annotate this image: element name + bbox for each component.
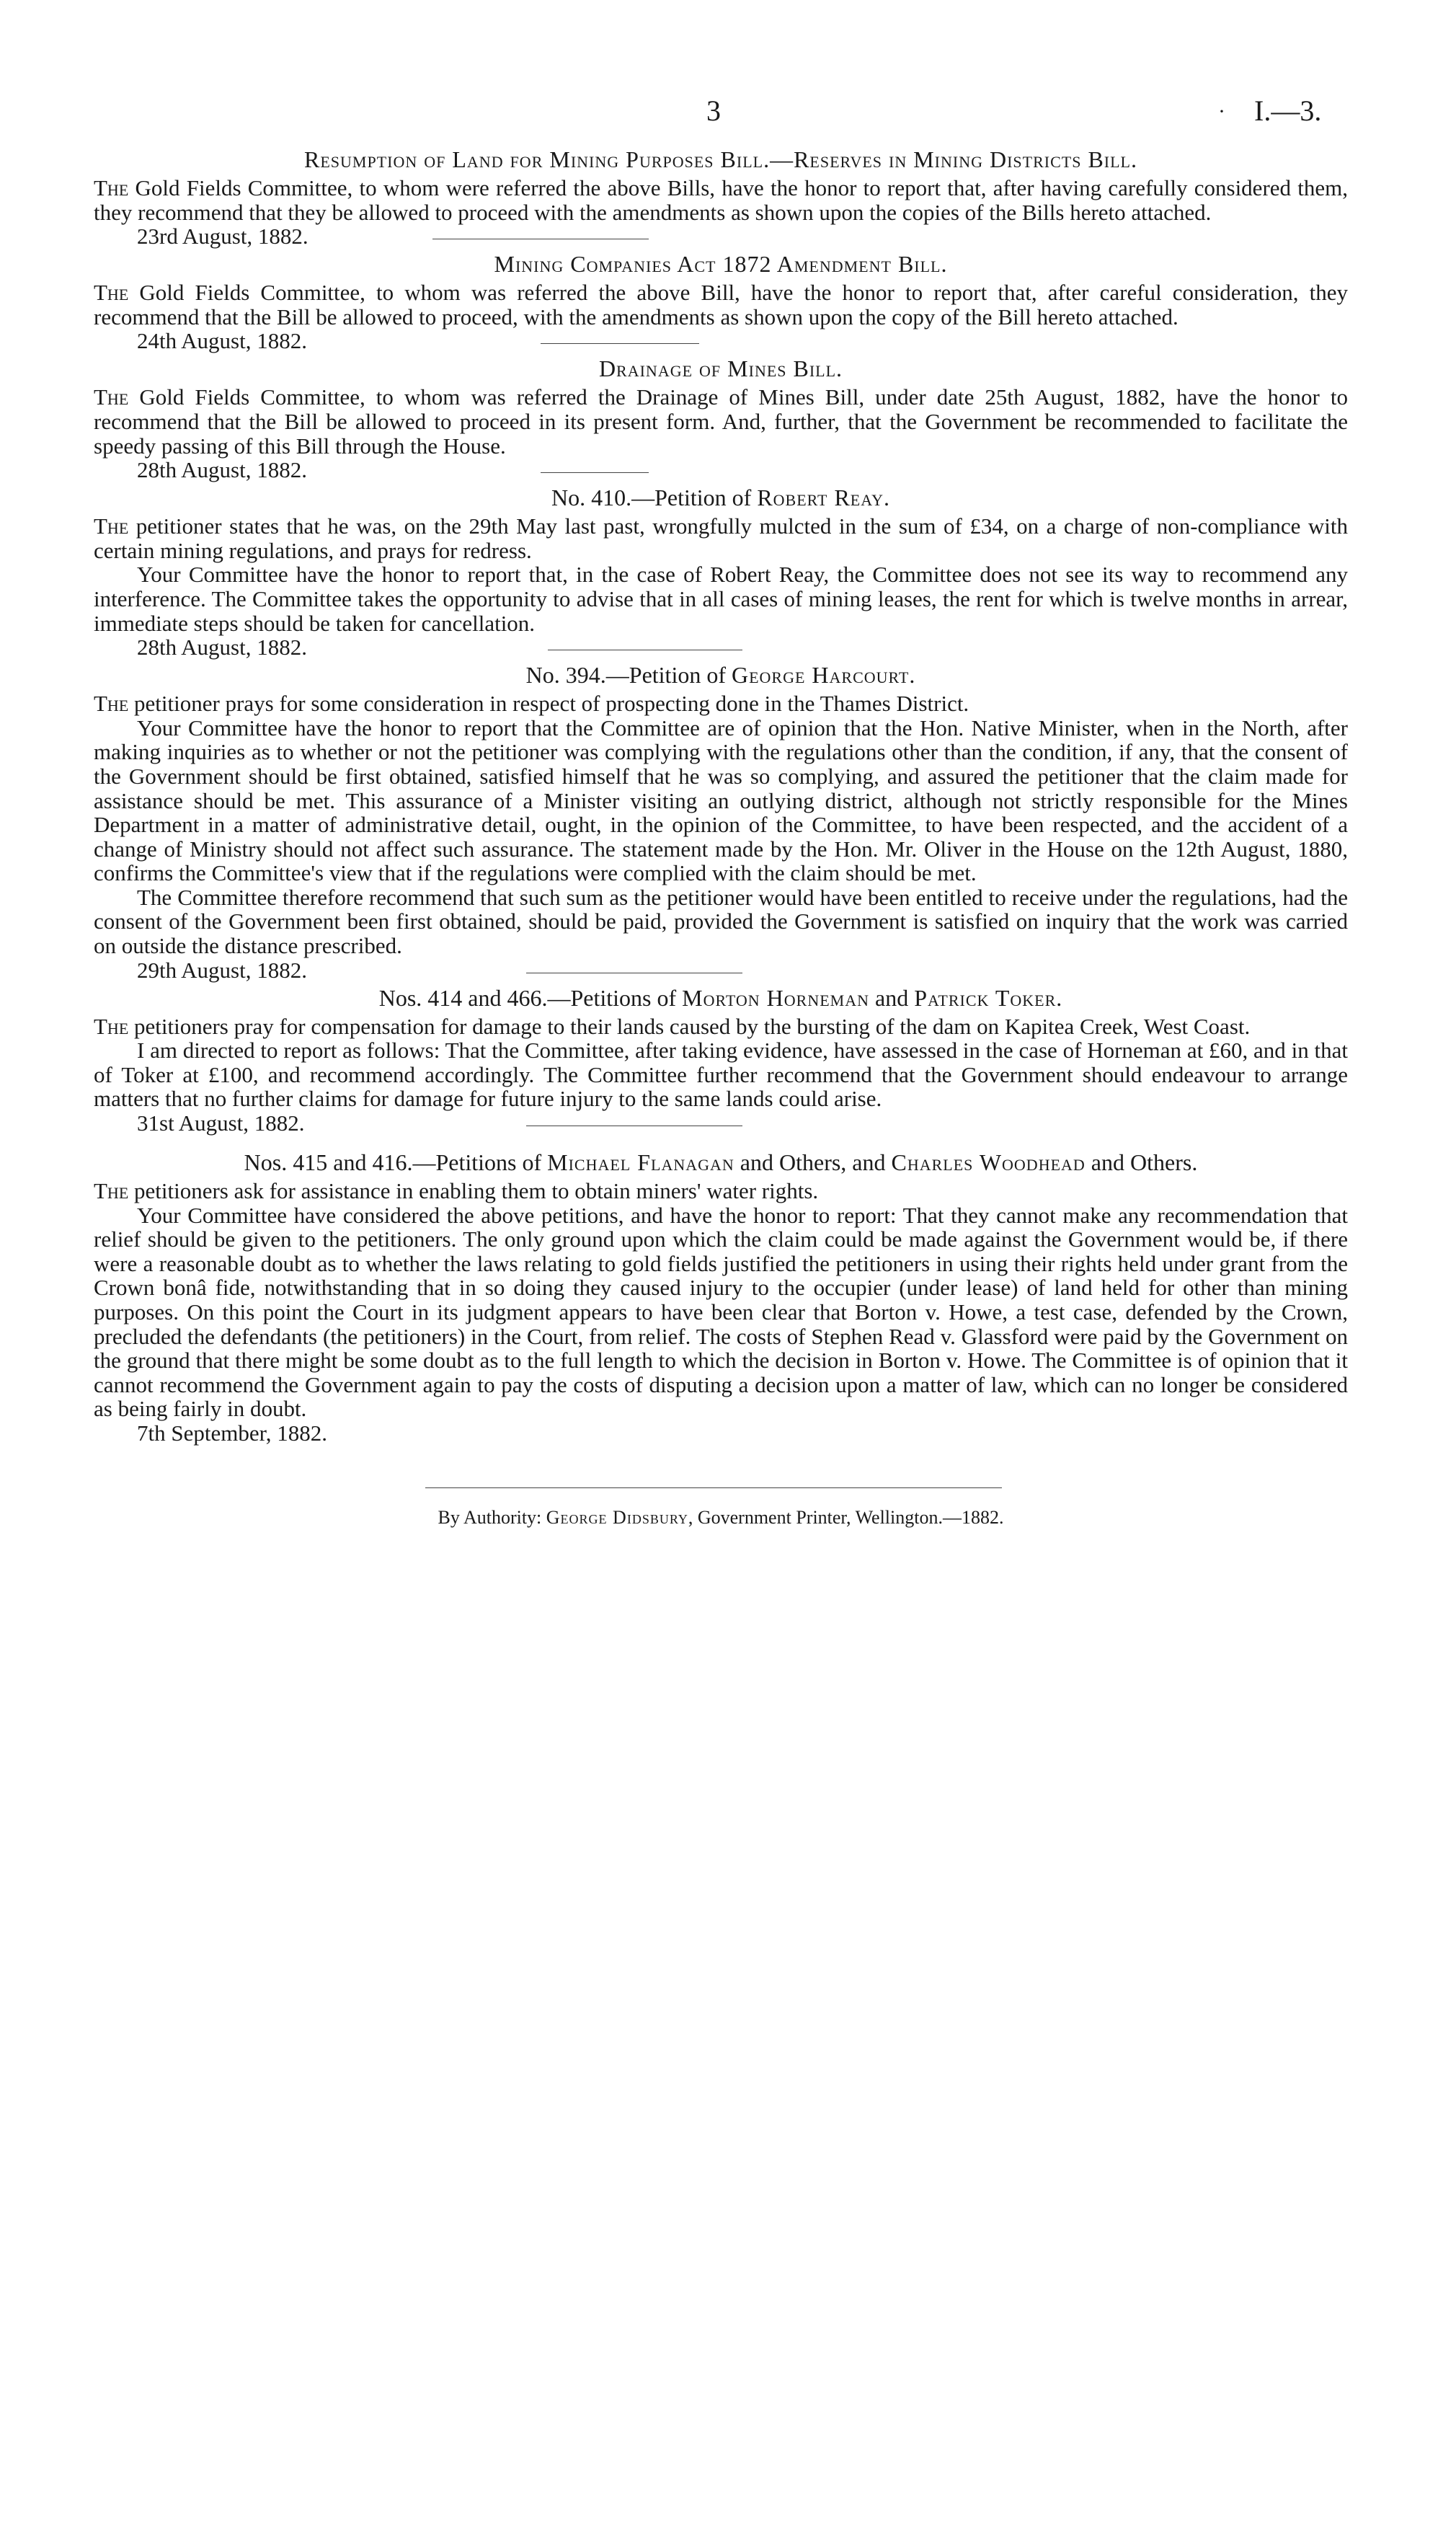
section-title — [94, 1149, 1348, 1176]
section-title — [94, 984, 1348, 1012]
section-date — [94, 458, 1348, 482]
section-date — [94, 1111, 1348, 1136]
paragraph-text: petitioner prays for some consideration in respect of prospecting done in the Thames District. — [134, 691, 969, 717]
section-divider — [541, 343, 699, 344]
footer-divider — [425, 1487, 1002, 1488]
title-prefix: No. 394.—Petition of — [525, 662, 732, 689]
paragraph-text: petitioners pray for compensation for damage to their lands caused by the bursting of the dam on Kapitea Creek, West Coast. — [134, 1013, 1251, 1039]
section-paragraph: I am directed to report as follows: That the Committee, after taking evidence, have assessed in the case of Horneman at £60, and in that of Toker at £100, and recommend accordingly. The Committee further recommend that the Government should endeavour to arrange matters that no further claims for damage for future injury to the same lands could arise. — [94, 1038, 1348, 1112]
title-connector: and — [869, 984, 915, 1011]
section-paragraph — [94, 385, 1348, 458]
section-title: Mining Companies Act 1872 Amendment Bill. — [494, 251, 948, 278]
paragraph-lead: The — [94, 280, 129, 306]
section-paragraph — [94, 1014, 1348, 1039]
petitioner-name: Patrick Toker. — [914, 984, 1063, 1011]
page-number: 3 — [706, 94, 721, 127]
section-paragraph — [94, 1179, 1348, 1203]
title-connector: and Others, and — [734, 1149, 892, 1176]
header-dot: · — [1218, 100, 1225, 123]
paper-reference: I.—3. — [1254, 94, 1322, 127]
section-paragraph: Your Committee have considered the above petitions, and have the honor to report: That they cannot make any recommendation that relief should be given to the petitioners. The only ground upon which the claim could be made against the Government would be, if there were a reasonable doubt as to whether the laws relating to gold fields justified the petitioners in using their rights held under grant from the Crown bonâ fide, notwithstanding that in so doing they caused injury to the occupier (under lease) of land held for other than mining purposes. On this point the Court in its judgment appears to have been clear that Borton v. Howe, a test case, defended by the Crown, precluded the defendants (the petitioners) in the Court, from relief. The costs of Stephen Read v. Glassford were paid by the Government on the ground that there might be some doubt as to the full length to which the decision in Borton v. Howe. The Committee is of opinion that it cannot recommend the Government again to pay the costs of disputing a decision upon a matter of law, which can no longer be considered as being fairly in doubt. — [94, 1202, 1348, 1422]
section-date — [94, 635, 1348, 660]
printer-imprint — [94, 1507, 1348, 1529]
section-title — [94, 484, 1348, 511]
title-prefix: Nos. 414 and 466.—Petitions of — [378, 984, 683, 1011]
section-date-text: 28th August, 1882. — [137, 457, 307, 483]
title-suffix: and Others. — [1085, 1149, 1198, 1176]
section-date-text: 24th August, 1882. — [137, 328, 307, 354]
paragraph-text: petitioner states that he was, on the 29th May last past, wrongfully mulcted in the sum of £34, on a charge of non-compliance with certain mining regulations, and prays for redress. — [94, 513, 1349, 563]
petitioner-name: George Harcourt. — [731, 662, 916, 689]
section-date-text: 29th August, 1882. — [137, 957, 307, 983]
section-date — [94, 1421, 1348, 1446]
section-date — [94, 329, 1348, 353]
petitioner-name: Charles Woodhead — [891, 1149, 1086, 1176]
section-date — [94, 224, 1348, 249]
document-page — [94, 94, 1348, 1529]
paragraph-lead: The — [94, 175, 129, 200]
paragraph-lead: The — [94, 1178, 129, 1204]
paragraph-text: petitioners ask for assistance in enabling them to obtain miners' water rights. — [134, 1178, 819, 1204]
paragraph-lead: The — [94, 1013, 129, 1039]
printer-name: George Didsbury — [546, 1506, 688, 1528]
paragraph-text: Gold Fields Committee, to whom was referred the above Bill, have the honor to report that, after careful consideration, they recommend that the Bill be allowed to proceed, with the amendments as shown upon the copy of the Bill hereto attached. — [94, 280, 1349, 330]
paragraph-text: Gold Fields Committee, to whom were referred the above Bills, have the honor to report that, after having carefully considered them, they recommend that they be allowed to proceed with the amendments as shown upon the copies of the Bills hereto attached. — [94, 175, 1348, 225]
report-section — [94, 484, 1348, 660]
imprint-prefix: By Authority: — [438, 1506, 546, 1528]
petitioner-name: Michael Flanagan — [547, 1149, 734, 1176]
report-section — [94, 661, 1348, 983]
report-section — [94, 1149, 1348, 1446]
section-title: Drainage of Mines Bill. — [598, 355, 843, 382]
paragraph-lead: The — [94, 691, 129, 717]
page-header — [94, 94, 1348, 144]
section-paragraph: Your Committee have the honor to report that the Committee are of opinion that the Hon. Native Minister, when in the North, after making inquiries as to whether or not the petitioner was complying with the regulations other than the condition, if any, that the consent of the Government should be first obtained, satisfied himself that he was so complying, and assured the petitioner that the claim made for assistance should be met. This assurance of a Minister visiting an outlying district, although not strictly responsible for the Mines Department in a matter of administrative detail, ought, in the opinion of the Committee, to have been respected, and the accident of a change of Ministry should not affect such assurance. The statement made by the Hon. Mr. Oliver in the House on the 12th August, 1880, confirms the Committee's view that if the regulations were complied with the claim should be met. — [94, 715, 1348, 886]
section-date-text: 23rd August, 1882. — [137, 224, 308, 249]
section-date — [94, 958, 1348, 983]
section-paragraph — [94, 691, 1348, 716]
report-section — [94, 146, 1348, 249]
report-section — [94, 250, 1348, 353]
section-date-text: 31st August, 1882. — [137, 1110, 305, 1136]
report-section — [94, 984, 1348, 1136]
section-paragraph — [94, 514, 1348, 562]
title-prefix: No. 410.—Petition of — [551, 485, 758, 511]
section-date-text: 28th August, 1882. — [137, 634, 307, 660]
paragraph-text: Gold Fields Committee, to whom was referred the Drainage of Mines Bill, under date 25th August, 1882, have the honor to recommend that the Bill be allowed to proceed in its present form. And, further, that the Government be recommended to facilitate the speedy passing of this Bill through the House. — [94, 384, 1348, 459]
section-paragraph: Your Committee have the honor to report that, in the case of Robert Reay, the Committee does not see its way to recommend any interference. The Committee takes the opportunity to advise that in all cases of mining leases, the rent for which is twelve months in arrear, immediate steps should be taken for cancellation. — [94, 562, 1348, 636]
title-prefix: Nos. 415 and 416.—Petitions of — [244, 1149, 548, 1176]
section-paragraph — [94, 176, 1348, 224]
section-date-text: 7th September, 1882. — [137, 1420, 327, 1446]
paragraph-lead: The — [94, 513, 129, 539]
report-section — [94, 355, 1348, 482]
section-divider — [541, 472, 649, 473]
imprint-suffix: , Government Printer, Wellington.—1882. — [688, 1506, 1004, 1528]
section-paragraph: The Committee therefore recommend that such sum as the petitioner would have been entitled to receive under the regulations, had the consent of the Government been first obtained, should be paid, provided the Government is satisfied on inquiry that the work was carried on outside the distance prescribed. — [94, 884, 1348, 959]
petitioner-name: Morton Horneman — [682, 984, 869, 1011]
section-title — [94, 661, 1348, 689]
section-title: Resumption of Land for Mining Purposes Bill.—Reserves in Mining Districts Bill. — [304, 146, 1137, 172]
section-paragraph — [94, 280, 1348, 329]
paragraph-lead: The — [94, 384, 129, 410]
petitioner-name: Robert Reay. — [757, 485, 890, 511]
